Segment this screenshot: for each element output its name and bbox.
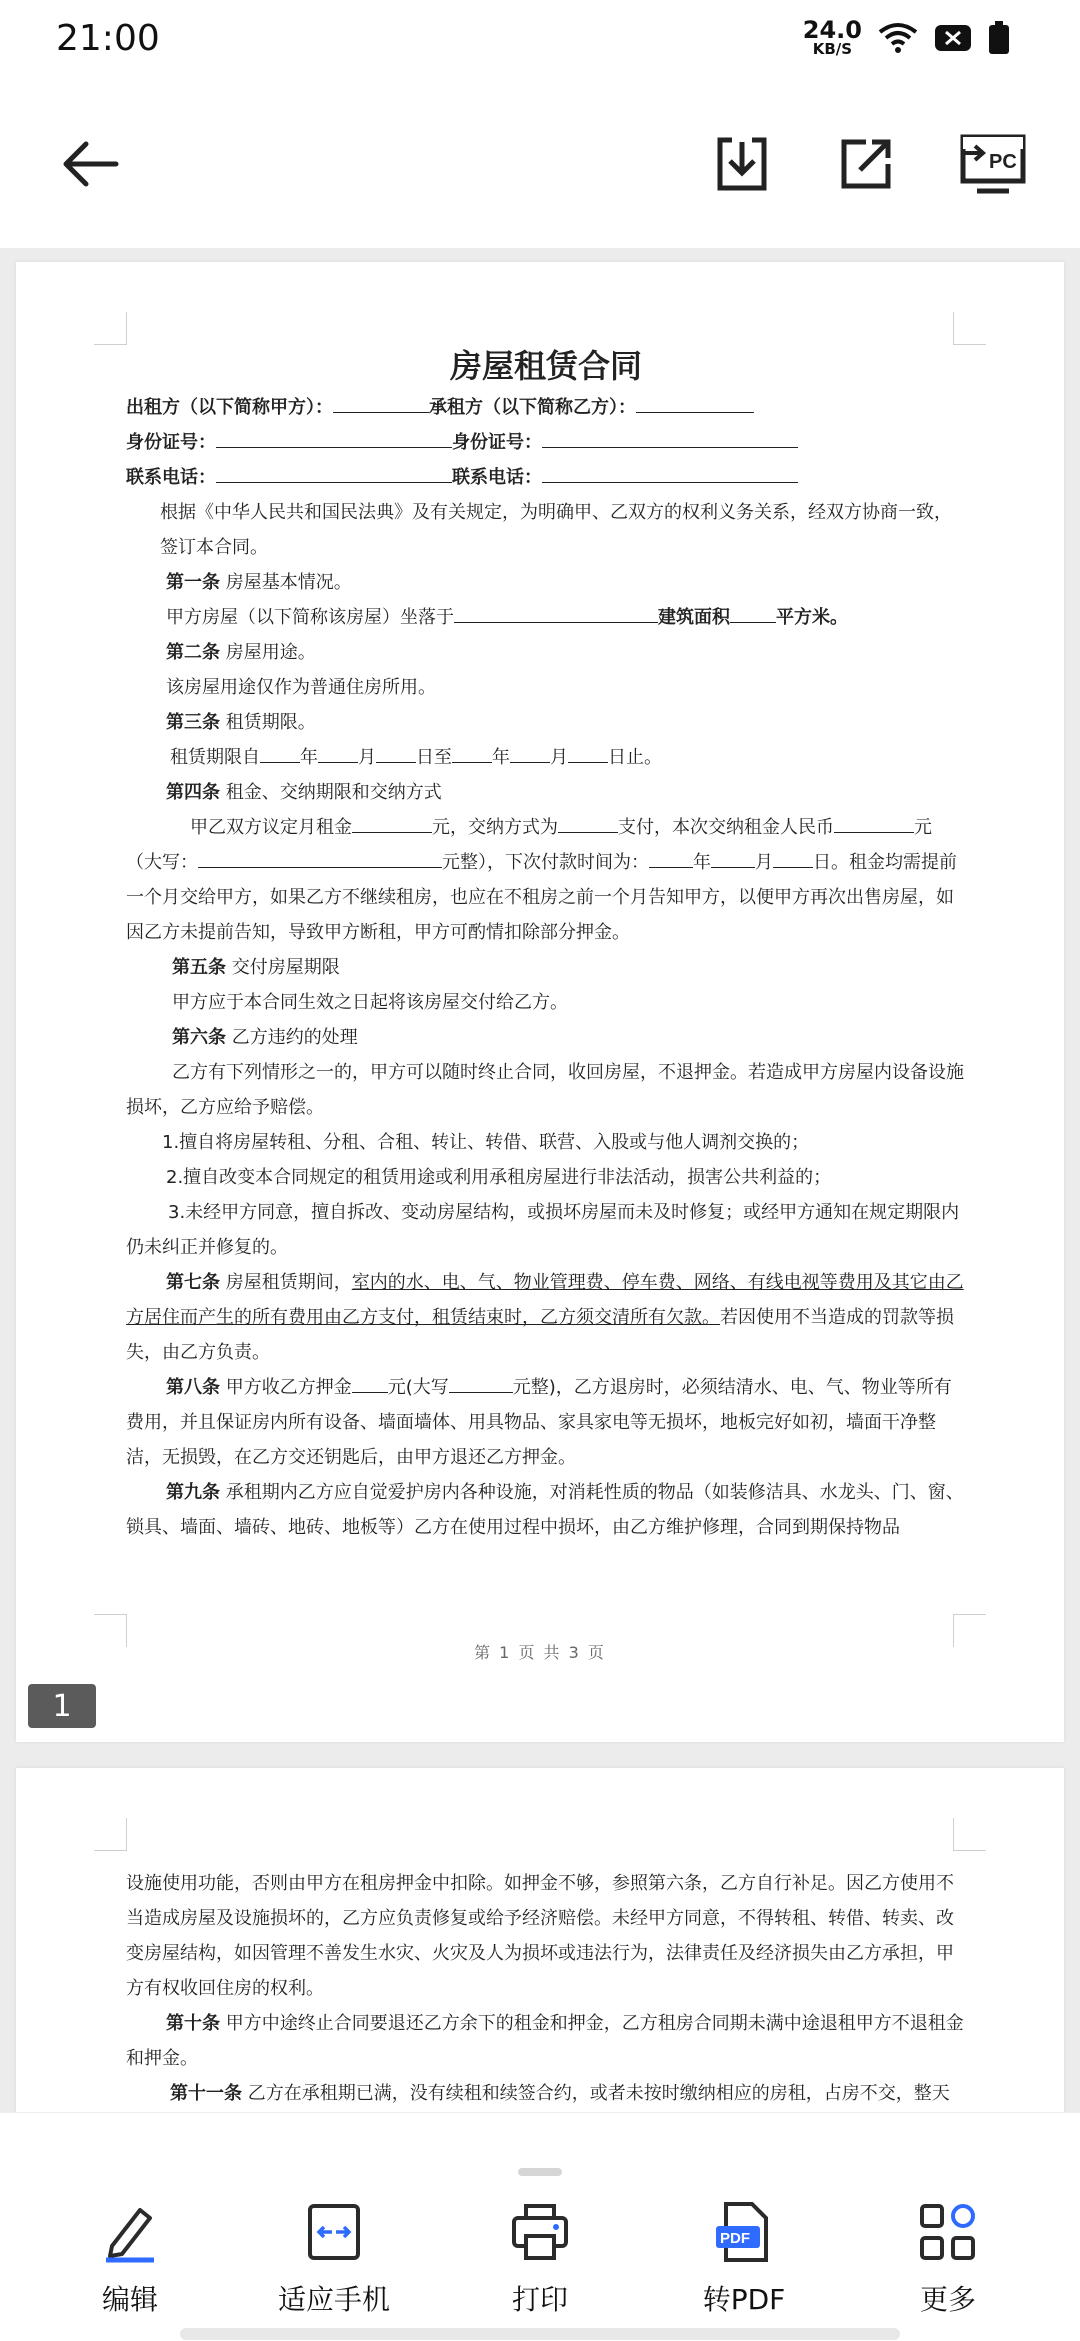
- document-title: 房屋租赁合同: [449, 347, 642, 385]
- back-button[interactable]: [54, 128, 126, 200]
- document-page-1[interactable]: [16, 262, 1064, 1742]
- fit-phone-button[interactable]: [244, 2200, 424, 2318]
- text: 日至: [416, 747, 452, 768]
- back-arrow-icon: [60, 139, 120, 189]
- edit-label: 编辑: [101, 2283, 158, 2316]
- text: 若因使用不当造成的罚款等损失，由乙方负责。: [126, 1307, 954, 1363]
- text: 月: [755, 852, 773, 873]
- article-title: 房屋用途。: [225, 642, 316, 663]
- status-bar: [0, 0, 1080, 80]
- text: 乙方有下列情形之一的，甲方可以随时终止合同，收回房屋，不退押金。若造成甲方房屋内设备设施损坏，乙方应给予赔偿。: [126, 1062, 964, 1118]
- article-3-text: [126, 740, 966, 775]
- phone-a-label: 联系电话：: [126, 467, 216, 488]
- text: 年: [492, 747, 510, 768]
- text: 乙方在承租期已满，没有续租和续签合约，或者未按时缴纳相应的房租，占房不交，整天: [247, 2083, 950, 2104]
- page-2-paragraph: 设施使用功能，否则由甲方在租房押金中扣除。如押金不够，参照第六条，乙方自行补足。因乙方使用不当造成房屋及设施损坏的，乙方应负责修复或给予经济赔偿。未经甲方同意，不得转租、转借、转卖、改变房屋结构，如因管理不善发生水灾、火灾及人为损坏或违法行为，法律责任及经济损失由乙方承担，甲方有权收回住房的权利。: [126, 1873, 954, 1999]
- text: 日止。: [608, 747, 662, 768]
- id-a-label: 身份证号：: [126, 432, 216, 453]
- crop-mark: [953, 1818, 986, 1851]
- article-5: [126, 950, 966, 985]
- more-button[interactable]: [858, 2200, 1038, 2318]
- system-nav-bar[interactable]: [180, 2328, 900, 2340]
- download-button[interactable]: [706, 128, 778, 200]
- crop-mark: [94, 1818, 127, 1851]
- party-line: [126, 390, 966, 425]
- print-label: 打印: [511, 2283, 568, 2316]
- pc-label: PC: [989, 151, 1017, 173]
- page-footer: 第 1 页 共 3 页: [474, 1643, 606, 1662]
- document-text-page-2: [126, 1866, 966, 2146]
- send-to-pc-icon: [957, 133, 1027, 195]
- text: 承租期内乙方应自觉爱护房内各种设施，对消耗性质的物品（如装修洁具、水龙头、门、窗、锁具、墙面、墙砖、地砖、地板等）乙方在使用过程中损坏，由乙方维护修理，合同到期保持物品: [126, 1482, 964, 1538]
- text: 日。租金均需提前一个月交给甲方，如果乙方不继续租房，也应在不租房之前一个月告知甲方，以便甲方再次出售房屋，如因乙方未提前告知，导致甲方断租，甲方可酌情扣除部分押金。: [126, 852, 957, 943]
- article-title: 乙方违约的处理: [231, 1027, 358, 1048]
- article-title: 房屋基本情况。: [225, 572, 352, 593]
- send-to-pc-button[interactable]: [952, 128, 1032, 200]
- to-pdf-label: 转PDF: [702, 2283, 786, 2316]
- article-6-item-3: [126, 1195, 966, 1265]
- text: 月: [550, 747, 568, 768]
- text: 年: [693, 852, 711, 873]
- printer-icon: [508, 2200, 572, 2264]
- underlined-text: 室内的水、电、气、物业管理费、停车费、网络、有线电视等费用及其它由乙方居住而产生的所有费用由乙方支付，租赁结束时，乙方须交清所有欠款。: [126, 1272, 964, 1328]
- article-9: [126, 1475, 966, 1545]
- document-page-2[interactable]: [16, 1768, 1064, 2128]
- app-bar: [0, 80, 1080, 248]
- article-1: [126, 565, 966, 600]
- page-number-badge: 1: [28, 1684, 96, 1728]
- id-b-label: 身份证号：: [452, 432, 542, 453]
- article-heading: 第九条: [166, 1482, 220, 1503]
- id-line: [126, 425, 966, 460]
- text: 元整），下次付款时间为：: [442, 852, 649, 873]
- article-heading: 第七条: [166, 1272, 220, 1293]
- text: 甲方房屋（以下简称该房屋）坐落于: [166, 607, 454, 628]
- article-6-item-2: 2.擅自改变本合同规定的租赁用途或利用承租房屋进行非法活动，损害公共利益的；: [166, 1167, 832, 1188]
- text: 年: [300, 747, 318, 768]
- document-text: [126, 342, 966, 1545]
- battery-icon: [988, 21, 1010, 55]
- net-speed-value: 24.0: [802, 16, 862, 44]
- download-icon: [712, 134, 772, 194]
- text: 甲方收乙方押金: [225, 1377, 352, 1398]
- text: 元整)，乙方退房时，必须结清水、电、气、物业等所有费用，并且保证房内所有设备、墙面墙体、用具物品、家具家电等无损坏，地板完好如初，墙面干净整洁，无损毁，在乙方交还钥匙后，由甲方退还乙方押金。: [126, 1377, 952, 1468]
- grid-more-icon: [916, 2200, 980, 2264]
- article-heading: 第十条: [166, 2013, 220, 2034]
- article-6: [126, 1020, 966, 1055]
- crop-mark: [953, 312, 986, 345]
- pdf-badge-text: PDF: [720, 2230, 750, 2247]
- crop-mark: [94, 312, 127, 345]
- text: 租赁期限自: [170, 747, 260, 768]
- drag-handle[interactable]: [518, 2168, 562, 2176]
- phone-line: [126, 460, 966, 495]
- text: 建筑面积: [658, 607, 730, 628]
- article-6-item-1: 1.擅自将房屋转租、分租、合租、转让、转借、联营、入股或与他人调剂交换的；: [162, 1132, 810, 1153]
- article-heading: 第三条: [166, 712, 220, 733]
- party-b-label: 承租方（以下简称乙方）：: [429, 397, 636, 418]
- pen-icon: [98, 2200, 162, 2264]
- article-7: [126, 1265, 966, 1370]
- status-time: 21:00: [56, 18, 160, 59]
- article-heading: 第十一条: [170, 2083, 242, 2104]
- net-speed-unit: KB/S: [812, 40, 853, 58]
- article-8: [126, 1370, 966, 1475]
- fit-phone-label: 适应手机: [277, 2283, 390, 2316]
- print-button[interactable]: [450, 2200, 630, 2318]
- share-icon: [836, 134, 896, 194]
- text: 3.未经甲方同意，擅自拆改、变动房屋结构，或损坏房屋而未及时修复；或经甲方通知在规定期限内仍未纠正并修复的。: [126, 1202, 960, 1258]
- text: 支付，本次交纳租金人民币: [618, 817, 834, 838]
- article-title: 交付房屋期限: [231, 957, 340, 978]
- article-heading: 第五条: [172, 957, 226, 978]
- sim-off-icon: [934, 23, 972, 53]
- article-6-text: [126, 1055, 966, 1125]
- article-title: 租金、交纳期限和交纳方式: [225, 782, 442, 803]
- article-title: 租赁期限。: [225, 712, 316, 733]
- article-3: [126, 705, 966, 740]
- status-icons: [803, 18, 1010, 57]
- article-2: [126, 635, 966, 670]
- share-button[interactable]: [830, 128, 902, 200]
- pdf-icon: [712, 2200, 776, 2264]
- text: 元，交纳方式为: [432, 817, 558, 838]
- wifi-icon: [878, 22, 918, 54]
- article-4-text: [126, 810, 966, 950]
- to-pdf-button[interactable]: [654, 2200, 834, 2318]
- article-4: [126, 775, 966, 810]
- text: 房屋租赁期间，: [225, 1272, 352, 1293]
- text: 月: [358, 747, 376, 768]
- fit-phone-icon: [302, 2200, 366, 2264]
- article-2-text: 该房屋用途仅作为普通住房所用。: [166, 677, 436, 698]
- text: 元(大写: [387, 1377, 449, 1398]
- article-5-text: 甲方应于本合同生效之日起将该房屋交付给乙方。: [172, 992, 568, 1013]
- text: 甲乙双方议定月租金: [190, 817, 352, 838]
- text: 甲方中途终止合同要退还乙方余下的租金和押金，乙方租房合同期未满中途退租甲方不退租金和押金。: [126, 2013, 964, 2069]
- article-1-text: [126, 600, 966, 635]
- article-heading: 第一条: [166, 572, 220, 593]
- article-heading: 第六条: [172, 1027, 226, 1048]
- net-speed: [803, 18, 862, 57]
- intro-paragraph: 根据《中华人民共和国民法典》及有关规定，为明确甲、乙双方的权利义务关系，经双方协商一致，签订本合同。: [160, 502, 952, 558]
- article-heading: 第八条: [166, 1377, 220, 1398]
- text: 元（大写：: [126, 817, 932, 873]
- article-heading: 第四条: [166, 782, 220, 803]
- edit-button[interactable]: [40, 2200, 220, 2318]
- more-label: 更多: [919, 2283, 976, 2316]
- party-a-label: 出租方（以下简称甲方）：: [126, 397, 333, 418]
- text: 平方米。: [776, 607, 848, 628]
- article-10: [126, 2006, 966, 2076]
- phone-b-label: 联系电话：: [452, 467, 542, 488]
- article-heading: 第二条: [166, 642, 220, 663]
